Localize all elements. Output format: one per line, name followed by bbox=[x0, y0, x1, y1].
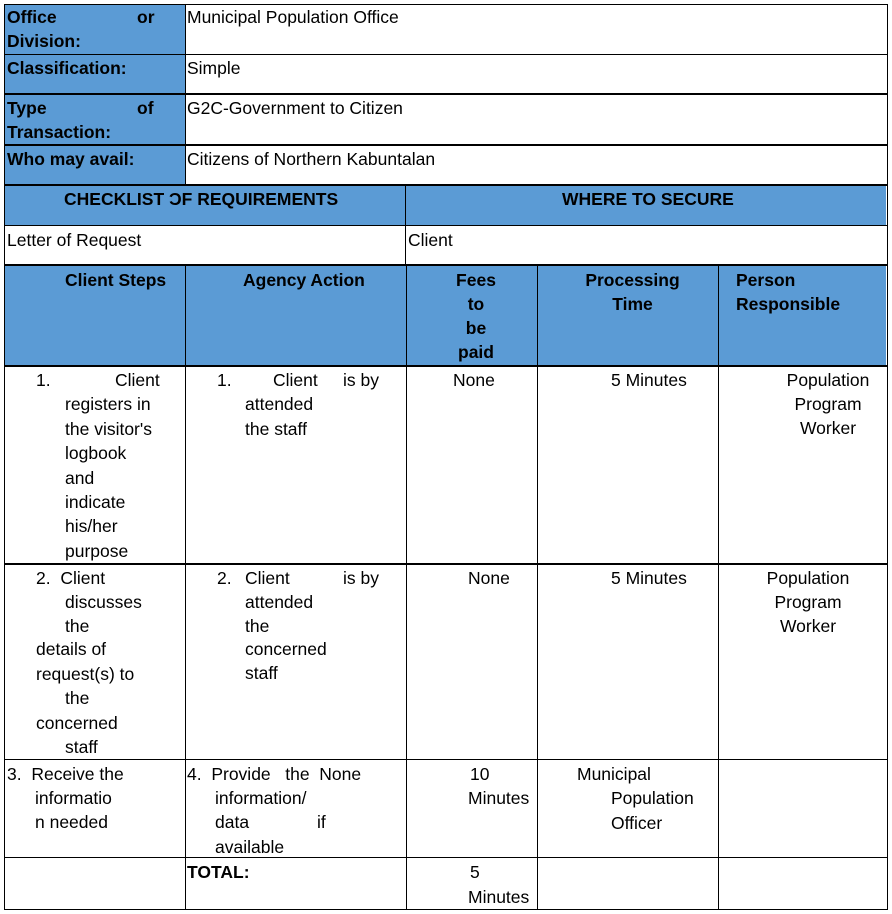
action-1-first: Client bbox=[273, 370, 318, 390]
action-2-number: 2. bbox=[217, 568, 232, 588]
step-2-line: details of bbox=[36, 639, 107, 659]
checklist-header: CHECKLIST ϽF REQUIREMENTS bbox=[64, 189, 339, 209]
step-2-line: request(s) to bbox=[36, 664, 135, 684]
person-1 bbox=[760, 368, 892, 440]
step-1-line: registers in bbox=[65, 394, 151, 414]
type-label: Type bbox=[7, 98, 47, 118]
step-2-line: staff bbox=[65, 737, 98, 757]
action-2-line: the bbox=[245, 616, 270, 636]
table-border-left bbox=[4, 4, 5, 910]
classification-label: Classification: bbox=[7, 58, 127, 78]
where-to-secure-header: WHERE TO SECURE bbox=[562, 189, 734, 209]
agency-action-header: Agency Aϲtion bbox=[243, 270, 365, 290]
classification-value: Simple bbox=[187, 58, 241, 78]
action-2-isby: is by bbox=[343, 568, 379, 588]
row-divider bbox=[4, 144, 888, 146]
time-3-line: Population bbox=[611, 788, 694, 808]
action-2-line: attended bbox=[245, 592, 314, 612]
total-value-line: 5 bbox=[470, 862, 480, 882]
person-2 bbox=[739, 566, 877, 638]
fee-3-line: 10 bbox=[470, 764, 490, 784]
who-value: Citizens of Northern Kabuntalan bbox=[187, 149, 436, 169]
col-divider bbox=[718, 265, 719, 910]
person-2-line: Population bbox=[766, 568, 850, 588]
time-1: 5 Minutes bbox=[611, 370, 687, 390]
fee-3-line: Minutes bbox=[468, 788, 530, 808]
row-divider bbox=[4, 365, 888, 367]
action-3-line: available bbox=[215, 837, 285, 857]
type-label-of: of bbox=[137, 98, 154, 118]
processing-time-header bbox=[538, 268, 727, 316]
step-1-first: Client bbox=[115, 370, 160, 390]
row-divider bbox=[4, 225, 888, 226]
action-3-line: 4. Provide the None bbox=[187, 764, 362, 784]
office-label-or: or bbox=[137, 7, 155, 27]
step-1-line: logbook bbox=[65, 443, 127, 463]
step-1-line: the visitor's bbox=[65, 419, 152, 439]
fees-header-line: Fees bbox=[456, 270, 496, 290]
row-divider bbox=[4, 54, 888, 55]
processing-header-line: Time bbox=[612, 294, 653, 314]
step-1-line: purpose bbox=[65, 541, 129, 561]
person-2-line: Worker bbox=[779, 616, 837, 636]
row-divider bbox=[4, 759, 888, 760]
who-label: Who may avail: bbox=[7, 149, 135, 169]
fees-header-line: to bbox=[467, 294, 485, 314]
type-label-transaction: Transaction: bbox=[7, 122, 112, 142]
fees-header bbox=[407, 268, 545, 364]
office-label-division: Division: bbox=[7, 31, 81, 51]
step-2-line: discusses bbox=[65, 592, 142, 612]
step-2-line: the bbox=[65, 616, 90, 636]
action-1-line: the staff bbox=[245, 419, 307, 439]
time-3-line: Municipal bbox=[577, 764, 651, 784]
person-responsible-header-line: Person bbox=[736, 270, 796, 290]
fees-header-line: paid bbox=[458, 342, 494, 362]
step-2-line: the bbox=[65, 688, 90, 708]
action-2-line: staff bbox=[245, 663, 278, 683]
table-border-right bbox=[887, 4, 888, 910]
person-responsible-header-line: Responsible bbox=[736, 294, 841, 314]
type-value: G2C-Government to Citizen bbox=[187, 98, 403, 118]
col-divider bbox=[185, 265, 186, 910]
step-2-line: 2. Client bbox=[36, 568, 106, 588]
person-1-line: Program bbox=[794, 394, 862, 414]
fees-header-line: be bbox=[465, 318, 487, 338]
action-3-if: if bbox=[317, 812, 326, 832]
where-to-secure-value: Client bbox=[408, 230, 453, 250]
action-1-number: 1. bbox=[217, 370, 232, 390]
client-steps-header: Client Steps bbox=[65, 270, 167, 290]
time-2: 5 Minutes bbox=[611, 568, 687, 588]
row-divider bbox=[4, 563, 888, 565]
person-1-line: Population bbox=[786, 370, 870, 390]
action-1-isby: is by bbox=[343, 370, 379, 390]
action-2-line: concerned bbox=[245, 639, 327, 659]
step-3-line: informatio bbox=[35, 788, 112, 808]
step-3-line: 3. Receive the bbox=[7, 764, 124, 784]
time-3-line: Officer bbox=[611, 813, 663, 833]
requirement-item: Letter of Request bbox=[7, 230, 142, 250]
row-divider bbox=[4, 857, 888, 858]
office-value: Municipal Population Office bbox=[187, 7, 399, 27]
step-3-line: n needed bbox=[35, 812, 108, 832]
total-label: TOTAL: bbox=[187, 862, 250, 882]
office-label: Office bbox=[7, 7, 57, 27]
step-1-line: his/her bbox=[65, 516, 118, 536]
row-divider bbox=[4, 184, 888, 186]
person-2-line: Program bbox=[774, 592, 842, 612]
person-1-line: Worker bbox=[799, 418, 857, 438]
action-3-line: data bbox=[215, 812, 250, 832]
action-3-line: information/ bbox=[215, 788, 307, 808]
processing-header-line: Processing bbox=[585, 270, 680, 290]
step-2-line: concerned bbox=[36, 713, 118, 733]
step-1-line: and bbox=[65, 468, 95, 488]
total-value-line: Minutes bbox=[468, 887, 530, 907]
col-divider bbox=[405, 185, 406, 265]
row-divider bbox=[4, 93, 888, 95]
fee-2: None bbox=[468, 568, 510, 588]
fee-1: None bbox=[453, 370, 495, 390]
step-1-number: 1. bbox=[36, 370, 51, 390]
action-2-first: Client bbox=[245, 568, 290, 588]
table-border-bottom bbox=[4, 909, 888, 910]
col-divider bbox=[185, 4, 186, 185]
action-1-line: attended bbox=[245, 394, 314, 414]
step-1-line: indicate bbox=[65, 492, 126, 512]
row-divider bbox=[4, 264, 888, 266]
